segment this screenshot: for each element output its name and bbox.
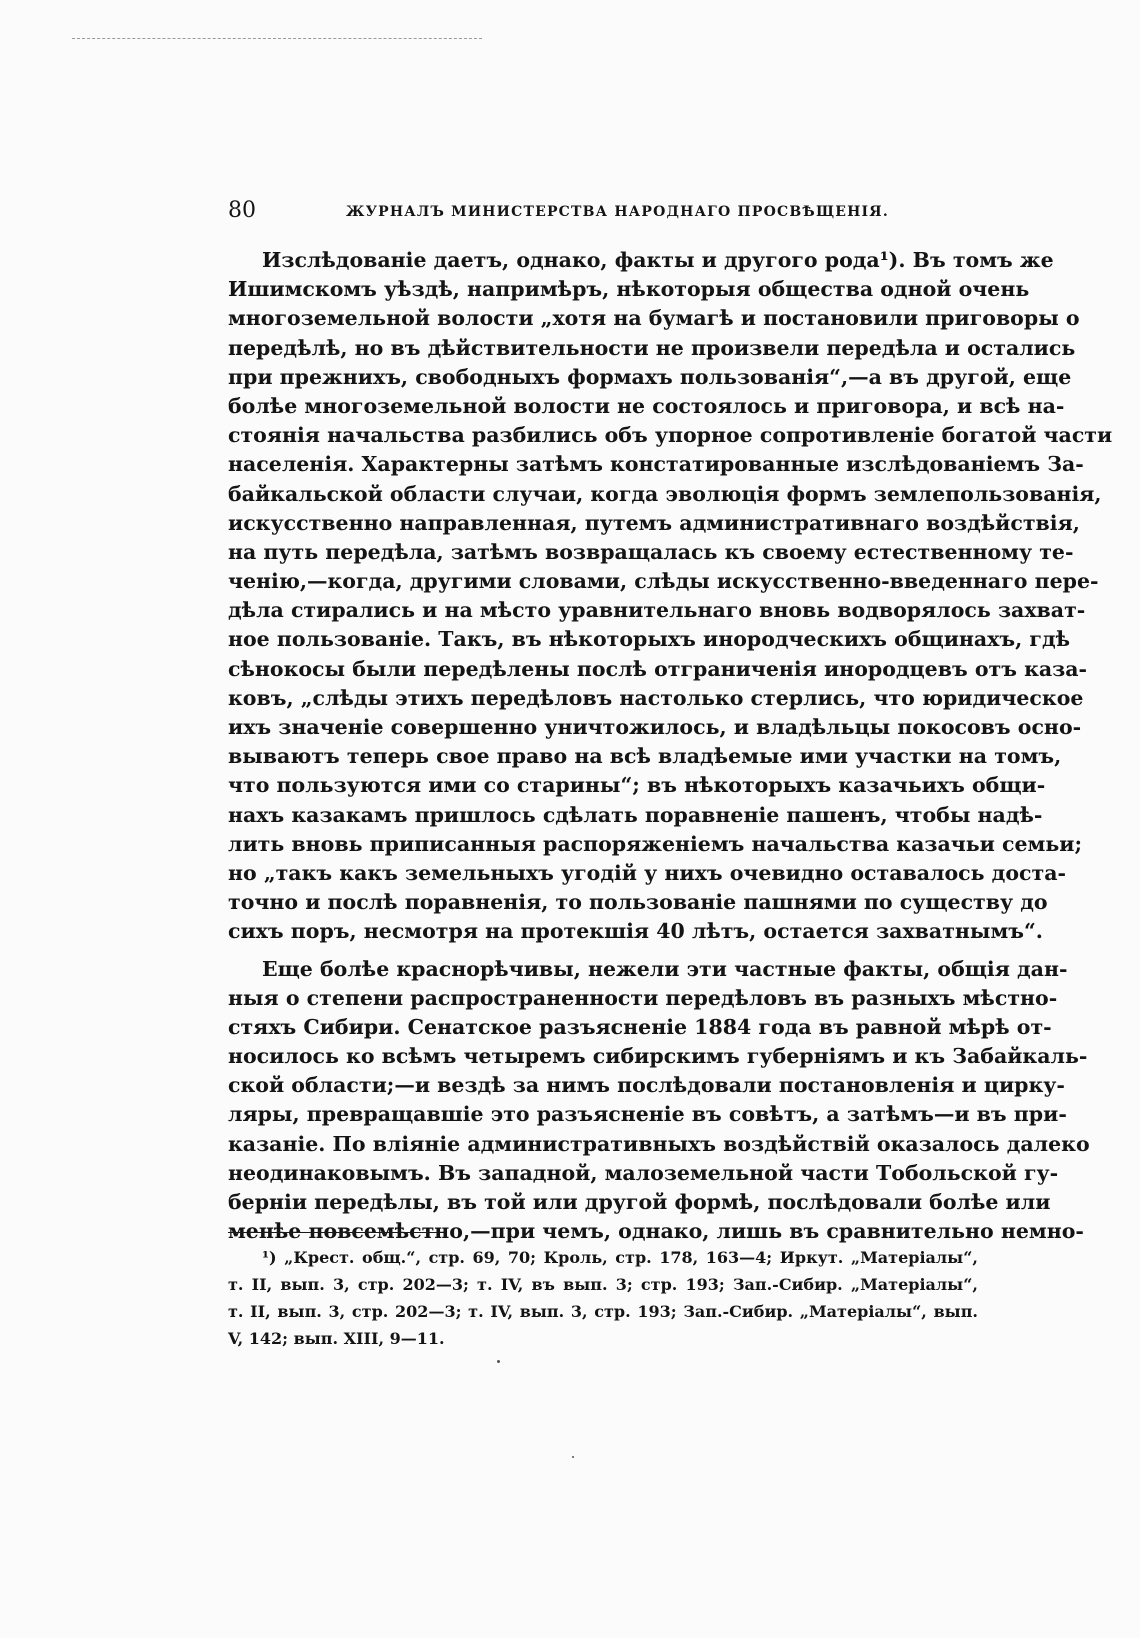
- footnote-separator: [228, 1232, 438, 1233]
- text-line: но „такъ какъ земельныхъ угодій у нихъ очевидно оставалось доста-: [228, 860, 1066, 885]
- text-line: Ишимскомъ уѣздѣ, напримѣръ, нѣкоторыя общества одной очень: [228, 277, 1030, 302]
- footnote-line: ¹) „Крест. общ.“, стр. 69, 70; Кроль, стр. 178, 163—4; Иркут. „Матеріалы“,: [262, 1248, 978, 1267]
- text-line: казаніе. По вліяніе административныхъ воздѣйствій оказалось далеко: [228, 1131, 1090, 1156]
- text-line: дѣла стирались и на мѣсто уравнительнаго вновь водворялось захват-: [228, 598, 1086, 623]
- scan-artifact-rule: [72, 38, 482, 39]
- text-line: населенія. Характерны затѣмъ констатированные изслѣдованіемъ За-: [228, 452, 1084, 477]
- text-line: лить вновь приписанныя распоряженіемъ начальства казачьи семьи;: [228, 831, 1083, 856]
- text-line: сѣнокосы были передѣлены послѣ отграниченія инородцевъ отъ каза-: [228, 656, 1088, 681]
- running-head: [228, 198, 889, 228]
- text-line: ныя о степени распространенности передѣловъ въ разныхъ мѣстно-: [228, 985, 1058, 1010]
- text-line: передѣлѣ, но въ дѣйствительности не произвели передѣла и остались: [228, 335, 1076, 360]
- footnote-line: т. II, вып. 3, стр. 202—3; т. IV, въ вып. 3; стр. 193; Зап.-Сибир. „Матеріалы“,: [228, 1275, 978, 1294]
- text-line: ное пользованіе. Такъ, въ нѣкоторыхъ инородческихъ общинахъ, гдѣ: [228, 627, 1071, 652]
- footnote-line: V, 142; вып. XIII, 9—11.: [228, 1329, 445, 1348]
- text-line: при прежнихъ, свободныхъ формахъ пользованія“,—а въ другой, еще: [228, 364, 1072, 389]
- text-line: ихъ значеніе совершенно уничтожилось, и владѣльцы покосовъ осно-: [228, 715, 1082, 739]
- scan-speck: [497, 1360, 500, 1363]
- text-line: неодинаковымъ. Въ западной, малоземельной части Тобольской гу-: [228, 1160, 1059, 1185]
- text-line: многоземельной волости „хотя на бумагѣ и постановили приговоры о: [228, 306, 1080, 331]
- footnote-line: т. II, вып. 3, стр. 202—3; т. IV, вып. 3, стр. 193; Зап.-Сибир. „Матеріалы“, вып.: [228, 1302, 978, 1321]
- text-line: сихъ поръ, несмотря на протекшія 40 лѣтъ, остается захватнымъ“.: [228, 919, 1043, 944]
- text-line: ляры, превращавшіе это разъясненіе въ совѣтъ, а затѣмъ—и въ при-: [228, 1102, 1067, 1127]
- text-line: ской области;—и вездѣ за нимъ послѣдовали постановленія и цирку-: [228, 1073, 1065, 1098]
- text-line: Еще болѣе краснорѣчивы, нежели эти частные факты, общія дан-: [262, 956, 1068, 981]
- text-line: Изслѣдованіе даетъ, однако, факты и другого рода¹). Въ томъ же: [262, 248, 1054, 272]
- text-line: стяхъ Сибири. Сенатское разъясненіе 1884 года въ равной мѣрѣ от-: [228, 1014, 1052, 1039]
- footnotes: [228, 1244, 978, 1352]
- scan-speck: [572, 1456, 574, 1458]
- text-line: носилось ко всѣмъ четыремъ сибирскимъ губерніямъ и къ Забайкаль-: [228, 1044, 1088, 1069]
- body-text: [228, 246, 1113, 1246]
- text-line: ченію,—когда, другими словами, слѣды искусственно-введеннаго пере-: [228, 569, 1099, 594]
- text-line: на путь передѣла, затѣмъ возвращалась къ своему естественному те-: [228, 539, 1074, 564]
- page-number: 80: [228, 198, 256, 223]
- text-line: берніи передѣлы, въ той или другой формѣ, послѣдовали болѣе или: [228, 1190, 1051, 1214]
- journal-title: ЖУРНАЛЪ МИНИСТЕРСТВА НАРОДНАГО ПРОСВѢЩЕНІЯ.: [346, 204, 889, 220]
- text-line: стоянія начальства разбились объ упорное сопротивленіе богатой части: [228, 423, 1113, 448]
- text-line: менѣе повсемѣстно,—при чемъ, однако, лишь въ сравнительно немно-: [228, 1219, 1084, 1244]
- text-line: ковъ, „слѣды этихъ передѣловъ настолько стерлись, что юридическое: [228, 685, 1084, 710]
- text-line: вываютъ теперь свое право на всѣ владѣемые ими участки на томъ,: [228, 744, 1062, 769]
- text-line: байкальской области случаи, когда эволюція формъ землепользованія,: [228, 481, 1102, 506]
- text-line: болѣе многоземельной волости не состоялось и приговора, и всѣ на-: [228, 393, 1065, 418]
- text-line: точно и послѣ поравненія, то пользованіе пашнями по существу до: [228, 890, 1048, 915]
- text-line: что пользуются ими со старины“; въ нѣкоторыхъ казачьихъ общи-: [228, 773, 1046, 798]
- text-line: нахъ казакамъ пришлось сдѣлать поравненіе пашенъ, чтобы надѣ-: [228, 802, 1043, 827]
- text-line: искусственно направленная, путемъ административнаго воздѣйствія,: [228, 510, 1080, 535]
